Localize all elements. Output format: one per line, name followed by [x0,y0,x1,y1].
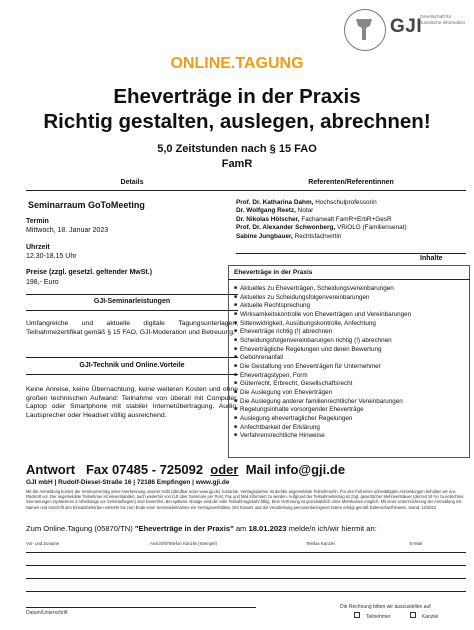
referent-item: Dr. Nikolas Hölscher, Fachanwalt FamR+ErbR+GesR [236,215,392,223]
referents-list [236,199,466,241]
seminar-room: Seminarraum GoToMeeting [28,200,145,210]
form-row-line[interactable] [26,578,466,579]
divider [26,357,238,358]
preise-value: 198,- Euro [26,279,59,286]
event-format: ONLINE.TAGUNG [170,55,304,72]
checkbox-icon[interactable] [354,612,360,618]
divider [228,279,470,280]
option-teilnehmer[interactable]: Teilnehmer [354,612,390,620]
leistungen-heading: GJI-Seminarleistungen [93,298,171,305]
list-item: ■ Eheverträge richtig (!) abrechnen [234,328,466,337]
oder-word: oder [210,462,239,477]
list-item: ■ Aktuelles zu Scheidungsfolgenvereinbarungen [234,294,466,303]
divider [236,253,466,254]
fine-print: Mit der Anmeldung kommt der Seminarvertrag unter Anerkennung unserer AGB (abrufbar unter www.gji.de) zustande. Vertragspartner ist der/die angemeldete Teilnehmer/in. Für den Fall eines unbestätigten Anmeldungen behalten wir uns Rücktritt vor. Der angemeldete Teilnehmer ist einverstanden, auch weiterhin von GJI über Seminare per Post, Fax und Mail informiert zu werden. Aufgrund der Teilnahmebeitrag ist zzgl. gesetzlicher Mehrwertsteuer (derzeit 19 %) zu entrichten. Stornierungen (spätestens 3 Arbeitstage vor Seminarbeginn) sind kostenfrei. Bei späterer Absage wird die volle Teilnahmegebühr fällig. Eine Vertretung ist grundsätzlich ohne Mehrkosten möglich. Mit einer Unterzeichnung der Anmeldung mit Namen und Anschrift des Einsatzbehörden entsteht bis zum Ende einer Seminarteilnahme ein Vertragsverhältnis. Der Einsatz und die Verarbeitung personenbezogener Daten erfolgt gemäß Datenschutzhinweis. Stand: 12/2022 [26,489,465,510]
option-kanzlei[interactable]: Kanzlei [410,612,438,620]
technik-heading: GJI-Technik und Online.Vorteile [79,362,185,369]
divider [26,374,238,375]
divider [26,294,238,295]
termin-value: Mittwoch, 18. Januar 2023 [26,227,109,234]
divider [26,310,238,311]
datum-label: Datum/Unterschrift [26,610,68,616]
company-address: GJI mbH | Rudolf-Diesel-Straße 16 | 72186 Empfingen | www.gji.de [26,479,230,486]
email-column-label: E-Mail [410,541,423,546]
form-row-line[interactable] [26,565,466,566]
checkbox-icon[interactable] [410,612,416,618]
form-row-line[interactable] [26,591,466,592]
list-item: ■ Verfahrensrechtliche Hinweise [234,432,466,441]
title-line-2: Richtig gestalten, auslegen, abrechnen! [43,110,431,133]
referent-item: Prof. Dr. Alexander Schwonberg, VRiOLG (Familiensenat) [236,224,407,232]
fax-number[interactable]: Fax 07485 - 725092 [85,462,204,477]
signup-sentence: Zum Online.Tagung (05870/TN) "Eheverträge in der Praxis" am 18.01.2023 melde/n ich/wir hiermit an: [26,524,377,533]
referent-item: Sabine Jungbauer, Rechtsfachwirtin [236,232,342,240]
list-item: ■ Aktuelle Rechtsprechung [234,302,466,311]
list-item: ■ Scheidungsfolgenvereinbarungen richtig (!) abrechnen [234,337,466,346]
leistungen-text: Umfangreiche und aktuelle digitale Tagungsunterlagen, Teilnahmezertifikat gemäß § 15 FAO, GJI-Moderation und Betreuung. [26,320,238,336]
divider [236,190,466,191]
divider [26,190,238,191]
answer-line [26,462,345,477]
topics-title: Eheverträge in der Praxis [234,269,313,276]
list-item: ■ Die Gestaltung von Eheverträgen für Unternehmer [234,363,466,372]
signature-line[interactable] [26,607,256,608]
answer-label: Antwort [26,462,76,477]
form-row-line[interactable] [26,552,466,553]
logo-text: GJI [390,16,423,37]
uhrzeit-value: 12.30-18.15 Uhr [26,253,77,260]
list-item: ■ Anfechtbarkeit der Erklärung [234,424,466,433]
list-item: ■ Aktuelles zu Eheverträgen, Scheidungsvereinbarungen [234,285,466,294]
mail-address[interactable]: Mail info@gji.de [245,462,346,477]
logo-tagline: Gesellschaft für Juristische Information [420,14,466,25]
referent-item: Dr. Wolfgang Reetz, Notar [236,207,314,215]
list-item: ■ Ehevertragstypen, Form [234,372,466,381]
details-heading: Details [120,179,144,186]
topics-list [234,285,466,441]
preise-label: Preise (zzgl. gesetzl. geltender MwSt.) [26,269,153,276]
list-item: ■ Güterrecht, Erbrecht, Gesellschaftsrecht [234,380,466,389]
title-line-1: Eheverträge in der Praxis [113,85,361,108]
subtitle [0,142,474,172]
fax-column-label: Telefax Kanzlei [306,541,335,546]
list-item: ■ Die Auslegung von Eheverträgen [234,389,466,398]
name-column-label: Vor- und Zuname [26,541,60,546]
list-item: ■ Gebührenanfall [234,354,466,363]
list-item: ■ Auslegung ehevertraglicher Regelungen [234,415,466,424]
inhalte-heading: Inhalte [420,255,443,262]
list-item: ■ Sittenwidrigkeit, Ausübungskontrolle, Anfechtung [234,320,466,329]
invoice-label: Die Rechnung bitten wir auszustellen auf [340,604,431,610]
list-item: ■ Wirksamkeitskontrolle von Eheverträgen und Vereinbarungen [234,311,466,320]
address-column-label: Anschrift/Telefon Kanzlei (Stempel) [150,541,217,546]
referents-heading: Referenten/Referentinnen [308,179,394,186]
technik-text: Keine Anreise, keine Übernachtung, keine weiteren Kosten und ohne großen technischen Aufwand: Teilnahme von überall mit Computer, Laptop oder Smartphone mit stabiler Internetübertragung. Audio, Lautsprecher oder Headset völlig ausreichend. [26,386,238,419]
page-title [0,84,474,134]
logo-figure-icon [352,16,376,42]
hours: 5,0 Zeitstunden nach § 15 FAO [157,143,317,155]
list-item: ■ Die Auslegung anderer familienrechtlicher Vereinbarungen [234,398,466,407]
list-item: ■ Regelungsinhalte vorsorgender Eheverträge [234,406,466,415]
termin-label: Termin [26,218,49,225]
referent-item: Prof. Dr. Katharina Dahm, Hochschulprofessorin [236,199,377,206]
subject-area: FamR [221,158,253,170]
list-item: ■ Eheverträgliche Regelungen und deren Bewertung [234,346,466,355]
uhrzeit-label: Uhrzeit [26,244,50,251]
